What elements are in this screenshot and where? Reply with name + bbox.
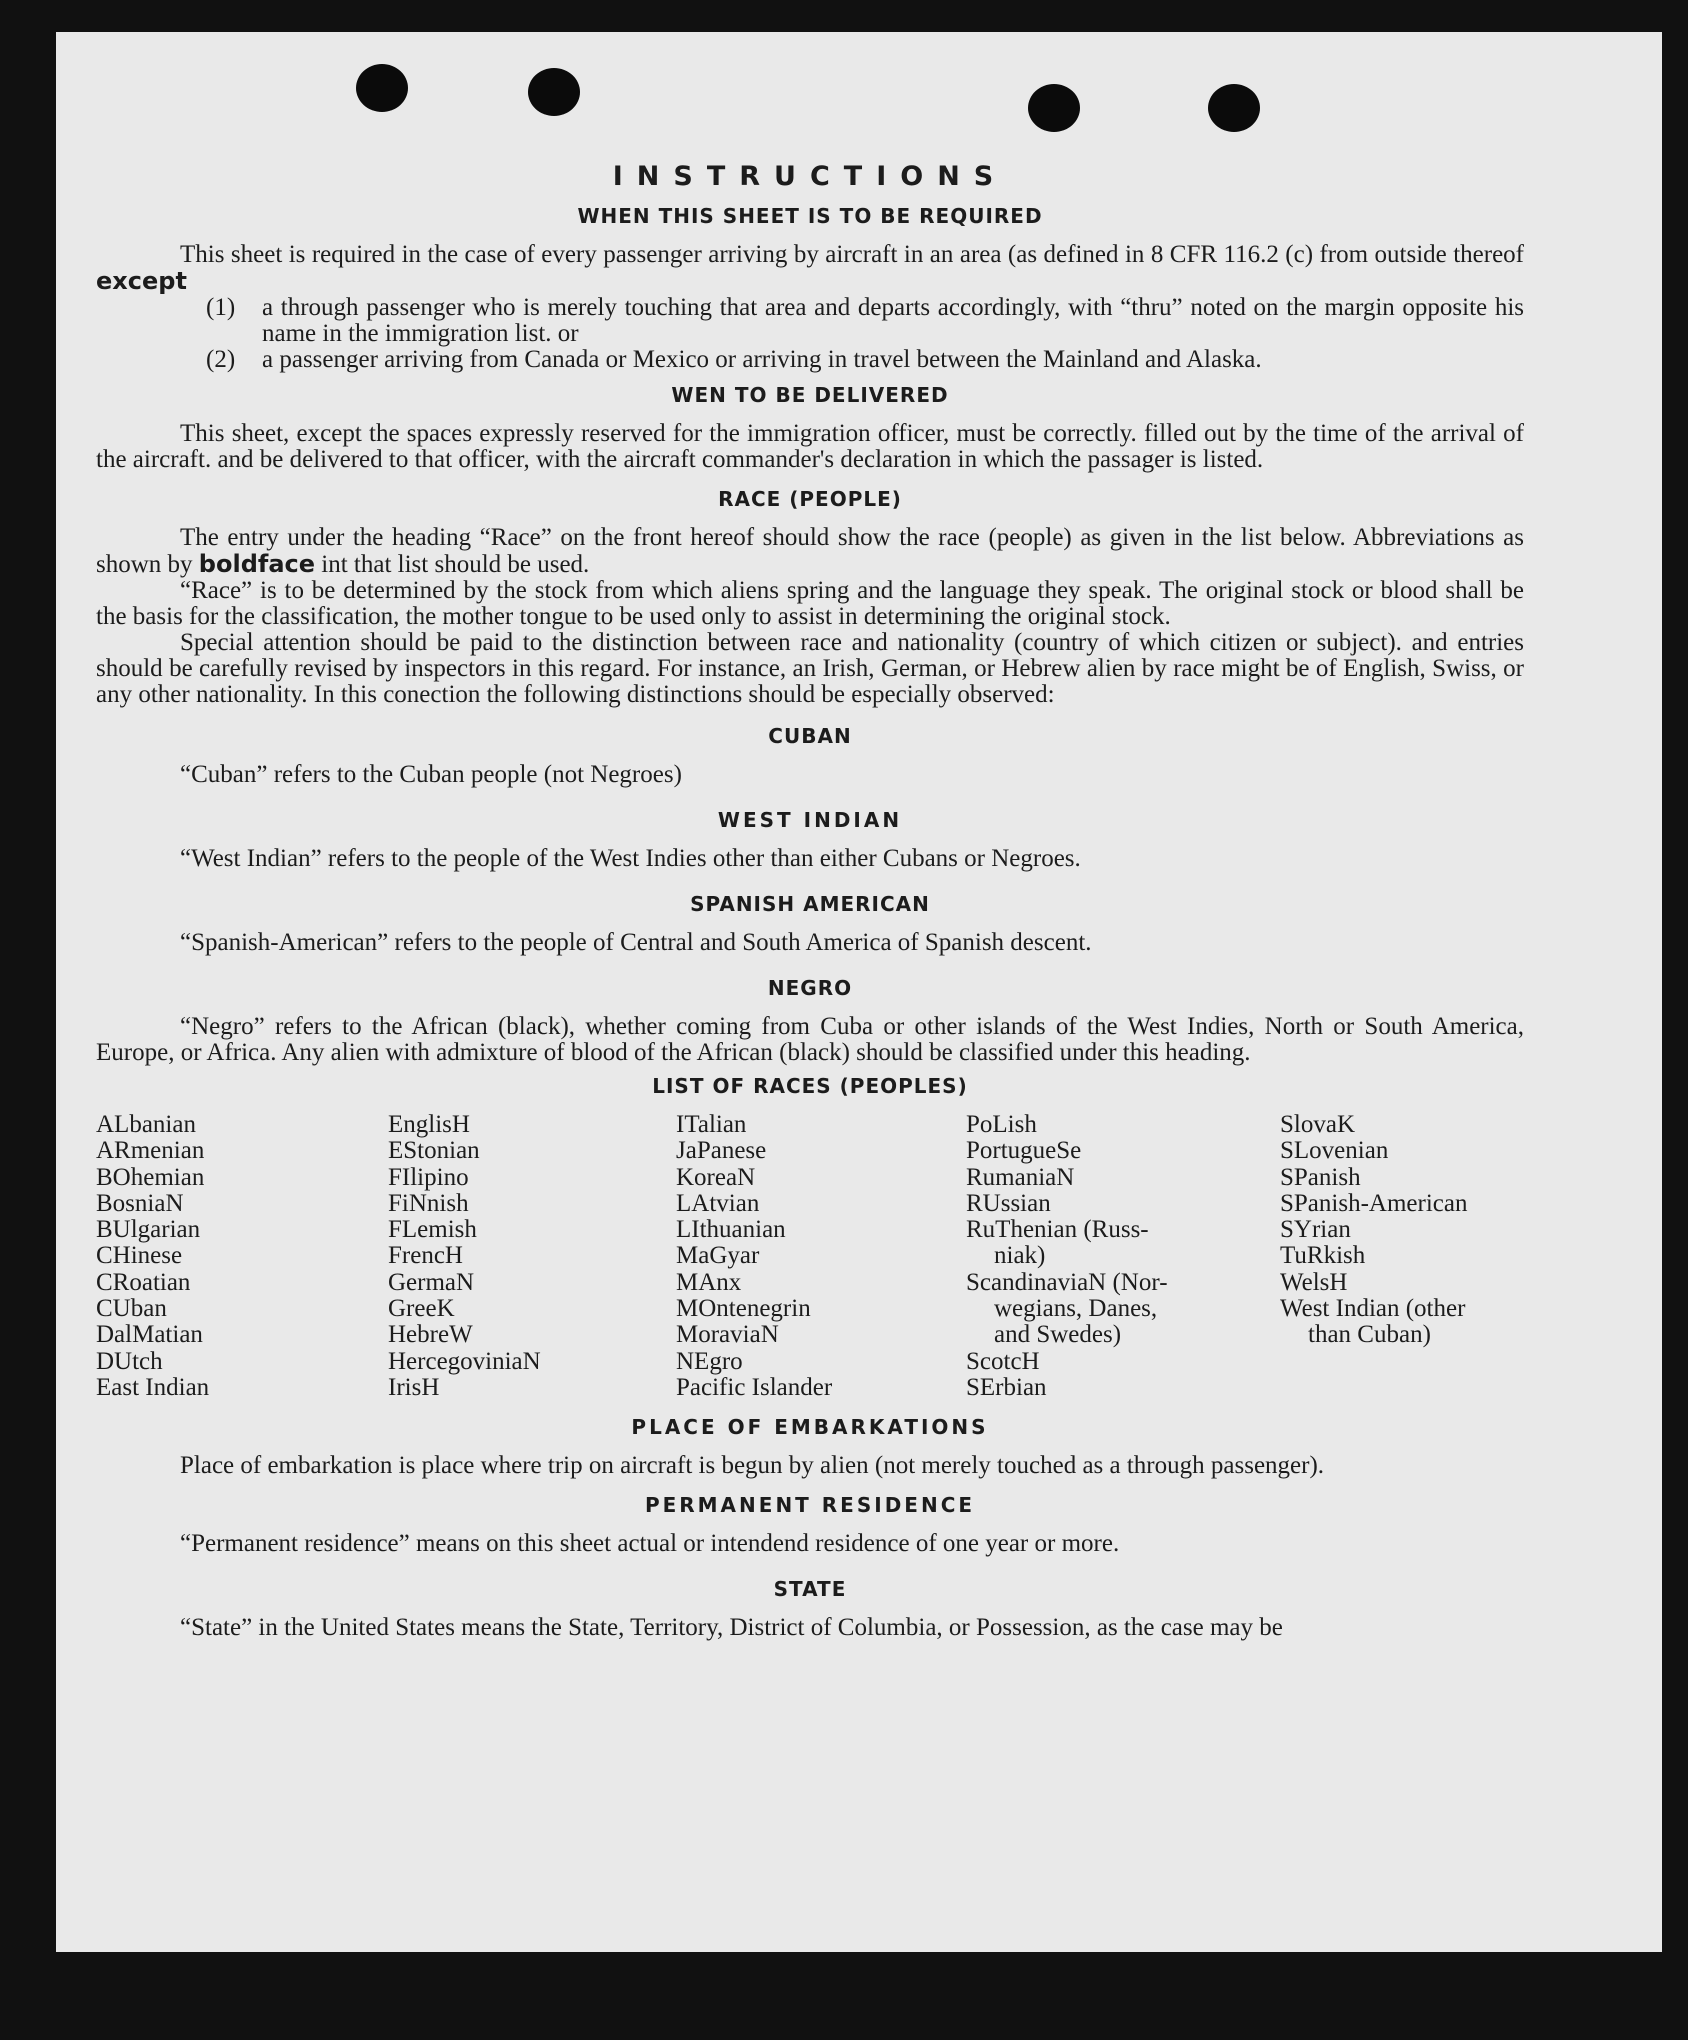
page-title: INSTRUCTIONS bbox=[612, 161, 1008, 192]
races-column-2 bbox=[388, 1112, 676, 1401]
negro-text: “Negro” refers to the African (black), whether coming from Cuba or other islands of the West Indies, North or South America, Europe, or Africa. Any alien with admixture of blood of the African (black) should be classified under this heading. bbox=[96, 1013, 1524, 1066]
races-column-1 bbox=[96, 1112, 388, 1401]
race-entry: CUban bbox=[96, 1295, 167, 1323]
race-entry: IrisH bbox=[388, 1373, 440, 1401]
race-entry: HebreW bbox=[388, 1321, 473, 1349]
race-entry: ScandinaviaN (Nor- bbox=[966, 1268, 1168, 1296]
race-paragraph-2: “Race” is to be determined by the stock from which aliens spring and the language they speak. The original stock or blood shall be the basis for the classification, the mother tongue to be used only to assist in determining the original stock. bbox=[96, 577, 1524, 630]
race-entry: MOntenegrin bbox=[676, 1295, 811, 1323]
race-entry: CHinese bbox=[96, 1242, 183, 1270]
races-column-3 bbox=[676, 1112, 966, 1401]
race-entry: FrencH bbox=[388, 1242, 463, 1270]
race-paragraph-3: Special attention should be paid to the distinction between race and nationality (country of which citizen or subject). and entries should be carefully revised by inspectors in this regard. For instance, an Irish, German, or Hebrew alien by race might be of English, Swiss, or any other nationality. In this conection the following distinctions should be especially observed: bbox=[96, 629, 1524, 708]
item-text: a through passenger who is merely touching that area and departs accordingly, with “thru” noted on the margin opposite his name in the immigration list. or bbox=[262, 294, 1524, 347]
heading-permanent-residence: PERMANENT RESIDENCE bbox=[644, 1493, 976, 1518]
race-entry: GermaN bbox=[388, 1268, 475, 1296]
race-entry: BOhemian bbox=[96, 1163, 205, 1191]
race-entry: PortugueSe bbox=[966, 1137, 1082, 1165]
heading-embarkation: PLACE OF EMBARKATIONS bbox=[631, 1415, 989, 1440]
race-entry: FIlipino bbox=[388, 1163, 469, 1191]
race-entry: BUlgarian bbox=[96, 1216, 201, 1244]
race-entry: Pacific Islander bbox=[676, 1373, 833, 1401]
punch-hole bbox=[356, 64, 408, 112]
race-entry: WelsH bbox=[1280, 1268, 1348, 1296]
race-entry: RuThenian (Russ- bbox=[966, 1216, 1149, 1244]
item-number: (2) bbox=[206, 346, 236, 373]
west-indian-text: “West Indian” refers to the people of the West Indies other than either Cubans or Negroes. bbox=[180, 845, 1081, 872]
residence-text: “Permanent residence” means on this sheet actual or intendend residence of one year or more. bbox=[180, 1530, 1120, 1558]
race-entry: LAtvian bbox=[676, 1189, 760, 1217]
intro-text: This sheet is required in the case of every passenger arriving by aircraft in an area (as defined in 8 CFR 116.2 (c) from outside thereof bbox=[180, 241, 1524, 268]
race-entry: PoLish bbox=[966, 1111, 1037, 1138]
race-entry: MAnx bbox=[676, 1268, 742, 1296]
race-entry-continuation: and Swedes) bbox=[994, 1321, 1122, 1349]
race-entry: GreeK bbox=[388, 1295, 455, 1323]
race-entry-continuation: niak) bbox=[994, 1242, 1046, 1270]
heading-west-indian: WEST INDIAN bbox=[717, 808, 903, 832]
race-entry: EnglisH bbox=[388, 1111, 470, 1138]
race-entry: ScotcH bbox=[966, 1347, 1040, 1375]
race-entry: NEgro bbox=[676, 1347, 743, 1375]
delivered-text: This sheet, except the spaces expressly reserved for the immigration officer, must be correctly. filled out by the time of the arrival of the aircraft. and be delivered to that officer, with the aircraft commander's declaration in which the passager is listed. bbox=[96, 420, 1524, 473]
race-entry: FLemish bbox=[388, 1216, 477, 1244]
race-entry: FiNnish bbox=[388, 1189, 469, 1217]
race-entry: West Indian (other bbox=[1280, 1295, 1466, 1323]
heading-state: STATE bbox=[773, 1577, 847, 1602]
race-entry: JaPanese bbox=[676, 1137, 767, 1165]
heading-cuban: CUBAN bbox=[768, 724, 852, 748]
race-entry: East Indian bbox=[96, 1373, 210, 1401]
race-entry: MoraviaN bbox=[676, 1321, 779, 1349]
punch-hole bbox=[1028, 84, 1080, 132]
exception-item bbox=[206, 347, 1524, 373]
heading-race: RACE (PEOPLE) bbox=[718, 487, 902, 511]
punch-hole bbox=[1208, 84, 1260, 132]
heading-delivered: WEN TO BE DELIVERED bbox=[671, 383, 949, 407]
state-text: “State” in the United States means the State, Territory, District of Columbia, or Possession, as the case may be bbox=[180, 1614, 1283, 1642]
embarkation-text: Place of embarkation is place where trip on aircraft is begun by alien (not merely touched as a through passenger). bbox=[180, 1452, 1325, 1480]
races-list bbox=[96, 1112, 1524, 1401]
cuban-text: “Cuban” refers to the Cuban people (not Negroes) bbox=[180, 761, 682, 788]
race-entry-continuation: than Cuban) bbox=[1308, 1321, 1431, 1349]
race-entry: ITalian bbox=[676, 1111, 747, 1138]
heading-spanish-american: SPANISH AMERICAN bbox=[690, 892, 930, 916]
race-entry: RUssian bbox=[966, 1189, 1051, 1217]
race-entry: HercegoviniaN bbox=[388, 1347, 541, 1375]
race-entry: ALbanian bbox=[96, 1111, 196, 1138]
race-entry: EStonian bbox=[388, 1137, 480, 1165]
race-entry: KoreaN bbox=[676, 1163, 756, 1191]
race-entry: SYrian bbox=[1280, 1216, 1351, 1244]
item-number: (1) bbox=[206, 294, 236, 321]
race-entry: SLovenian bbox=[1280, 1137, 1389, 1165]
exception-item bbox=[206, 295, 1524, 347]
race-p1-text: The entry under the heading “Race” on the front hereof should show the race (people) as given in the list below. Abbreviations as shown by bbox=[96, 524, 1524, 578]
instructions-content bbox=[96, 162, 1524, 1641]
race-p1-bold: boldface bbox=[198, 550, 316, 578]
race-entry: SlovaK bbox=[1280, 1111, 1355, 1138]
punch-hole bbox=[528, 68, 580, 116]
document-sheet bbox=[56, 32, 1662, 1952]
heading-when-required: WHEN THIS SHEET IS TO BE REQUIRED bbox=[577, 204, 1043, 228]
race-entry: SPanish bbox=[1280, 1163, 1361, 1191]
races-column-4 bbox=[966, 1112, 1280, 1401]
item-text: a passenger arriving from Canada or Mexico or arriving in travel between the Mainland and Alaska. bbox=[262, 346, 1262, 373]
race-paragraph-1 bbox=[96, 525, 1524, 578]
race-entry: ARmenian bbox=[96, 1137, 205, 1165]
race-entry: SPanish-American bbox=[1280, 1189, 1468, 1217]
race-entry: SErbian bbox=[966, 1373, 1047, 1401]
race-p1-text-end: int that list should be used. bbox=[321, 551, 590, 578]
race-entry: CRoatian bbox=[96, 1268, 191, 1296]
race-entry: MaGyar bbox=[676, 1242, 760, 1270]
race-entry: DalMatian bbox=[96, 1321, 203, 1349]
heading-negro: NEGRO bbox=[767, 976, 853, 1000]
race-entry-continuation: wegians, Danes, bbox=[994, 1295, 1158, 1323]
race-entry: TuRkish bbox=[1280, 1242, 1366, 1270]
spanish-american-text: “Spanish-American” refers to the people of Central and South America of Spanish descent. bbox=[180, 929, 1092, 956]
races-column-5 bbox=[1280, 1112, 1524, 1401]
when-required-intro bbox=[96, 242, 1524, 295]
race-entry: RumaniaN bbox=[966, 1163, 1075, 1191]
race-entry: BosniaN bbox=[96, 1189, 184, 1217]
intro-bold: except bbox=[96, 267, 187, 295]
heading-list-of-races: LIST OF RACES (PEOPLES) bbox=[652, 1074, 968, 1098]
race-entry: DUtch bbox=[96, 1347, 163, 1375]
race-entry: LIthuanian bbox=[676, 1216, 786, 1244]
